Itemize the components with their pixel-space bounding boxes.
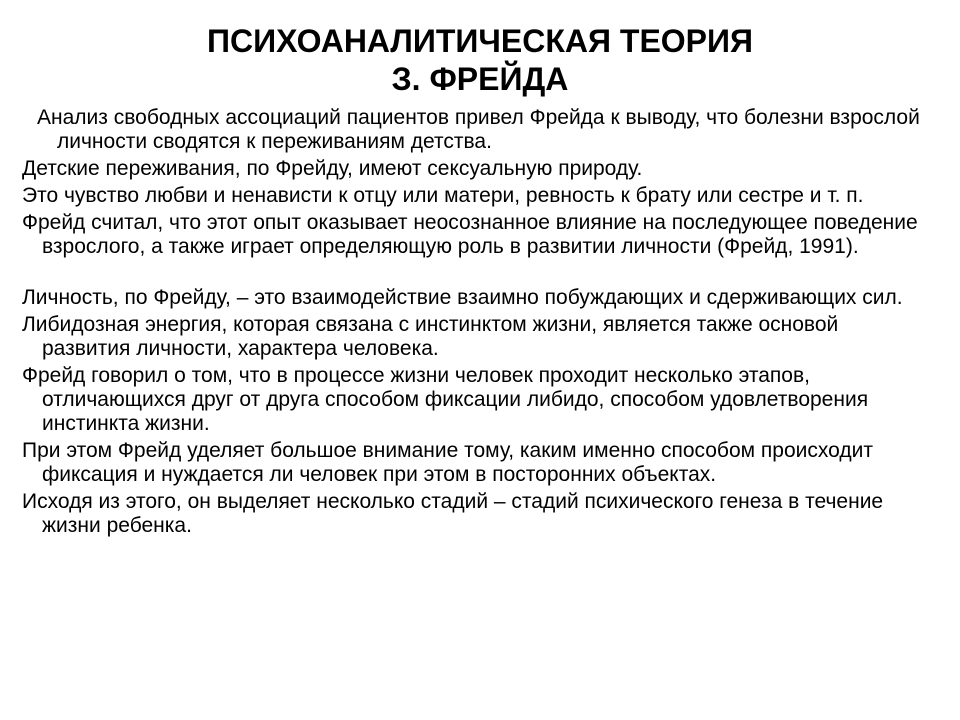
paragraph-personality-definition: Личность, по Фрейду, – это взаимодействие взаимно побуждающих и сдерживающих сил. (22, 286, 903, 309)
slide-title (60, 22, 900, 98)
paragraph-psychic-genesis-stages: Исходя из этого, он выделяет несколько стадий – стадий психического генеза в течение жизни ребенка. (22, 490, 884, 537)
paragraph-life-stages: Фрейд говорил о том, что в процессе жизни человек проходит несколько этапов, отличающихся друг от друга способом фиксации либидо, способом удовлетворения инстинкта жизни. (22, 364, 869, 435)
slide-title-line-2: З. ФРЕЙДА (391, 61, 569, 97)
paragraph-love-and-hate: Это чувство любви и ненависти к отцу или матери, ревность к брату или сестре и т. п. (22, 184, 864, 207)
paragraph-unconscious-influence: Фрейд считал, что этот опыт оказывает неосознанное влияние на последующее поведение взрослого, а также играет определяющую роль в развитии личности (Фрейд, 1991). (22, 211, 918, 258)
paragraph-libido-energy: Либидозная энергия, которая связана с инстинктом жизни, является также основой развития личности, характера человека. (22, 313, 839, 360)
paragraph-childhood-experiences: Детские переживания, по Фрейду, имеют сексуальную природу. (22, 157, 643, 180)
slide-body (22, 106, 922, 541)
slide-title-line-1: ПСИХОАНАЛИТИЧЕСКАЯ ТЕОРИЯ (206, 23, 754, 59)
paragraph-spacer (22, 262, 922, 286)
paragraph-free-associations: Анализ свободных ассоциаций пациентов привел Фрейда к выводу, что болезни взрослой личности сводятся к переживаниям детства. (37, 106, 920, 153)
paragraph-fixation-method: При этом Фрейд уделяет большое внимание тому, каким именно способом происходит фиксация и нуждается ли человек при этом в посторонних объектах. (22, 439, 873, 486)
